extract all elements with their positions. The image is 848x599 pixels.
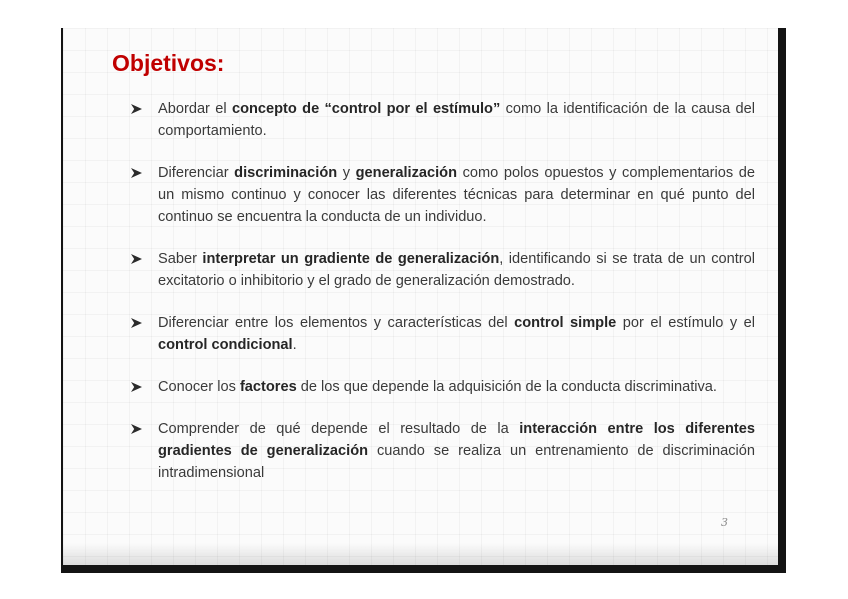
page-number: 3	[721, 516, 728, 529]
objective-emphasis: interacción entre los diferentes gradientes de generalización	[158, 421, 755, 459]
objective-emphasis: generalización	[355, 165, 458, 181]
objective-text: .	[292, 337, 297, 353]
objective-text: , identificando si se trata de un control excitatorio o inhibitorio y el grado de generalización demostrado.	[158, 251, 756, 289]
objective-text: Diferenciar	[158, 165, 235, 181]
objective-item	[125, 418, 755, 484]
objective-text: Diferenciar entre los elementos y características del	[158, 315, 515, 331]
arrowhead-bullet-icon	[131, 318, 142, 328]
objective-emphasis: discriminación	[234, 165, 338, 181]
objective-text: Conocer los	[158, 379, 240, 395]
objective-text: cuando se realiza un entrenamiento de discriminación intradimensional	[158, 443, 756, 481]
slide-title: Objetivos:	[112, 50, 225, 76]
objective-emphasis: factores	[239, 379, 297, 395]
objective-item	[125, 376, 755, 398]
objective-text: por el estímulo y el	[616, 315, 755, 331]
objective-item	[125, 162, 755, 228]
arrowhead-bullet-icon	[131, 424, 142, 434]
objective-emphasis: control simple	[514, 315, 617, 331]
slide-bottom-shade	[63, 543, 778, 565]
objective-emphasis: concepto de “control por el estímulo”	[231, 101, 501, 117]
objective-item	[125, 98, 755, 142]
objectives-list	[125, 98, 755, 504]
arrowhead-bullet-icon	[131, 382, 142, 392]
objective-text: Comprender de qué depende el resultado de la	[158, 421, 520, 437]
slide	[63, 28, 778, 565]
objective-text: de los que depende la adquisición de la conducta discriminativa.	[296, 379, 717, 395]
objective-text: Abordar el	[158, 101, 232, 117]
objective-emphasis: interpretar un gradiente de generalización	[202, 251, 500, 267]
objective-emphasis: control condicional	[158, 337, 293, 353]
objective-text: Saber	[158, 251, 203, 267]
arrowhead-bullet-icon	[131, 104, 142, 114]
objective-text: como la identificación de la causa del comportamiento.	[158, 101, 756, 139]
objective-text: y	[337, 165, 356, 181]
objective-text: como polos opuestos y complementarios de un mismo continuo y conocer las diferentes técnicas para determinar en qué punto del continuo se encuentra la conducta de un individuo.	[158, 165, 755, 225]
arrowhead-bullet-icon	[131, 168, 142, 178]
objective-item	[125, 312, 755, 356]
slide-frame	[61, 28, 786, 573]
objective-item	[125, 248, 755, 292]
arrowhead-bullet-icon	[131, 254, 142, 264]
